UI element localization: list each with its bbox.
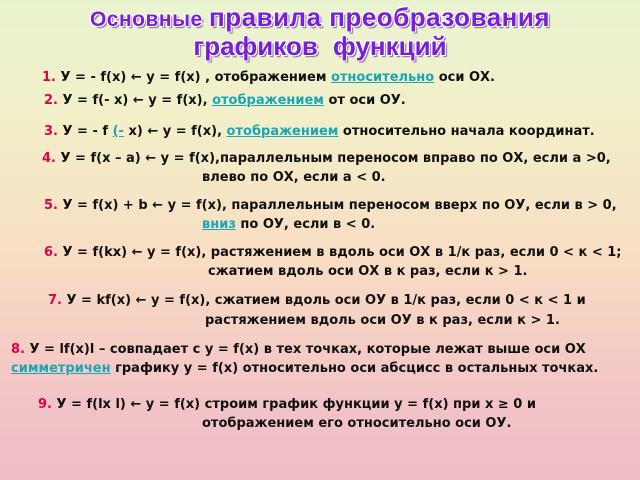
rule-highlight: отображением [212, 93, 324, 108]
rule-number: 1. [42, 70, 56, 85]
rule-6 [44, 245, 622, 260]
rule-2 [44, 93, 406, 108]
rule-text: У = lf(x)l – совпадает с у = f(x) в тех точках, которые лежат выше оси ОХ [24, 342, 586, 357]
rule-text: У = f(kx) ← y = f(x), растяжением в вдоль оси ОХ в 1/к раз, если 0 < к < 1; [57, 245, 622, 260]
rule-1 [42, 70, 495, 85]
title-line-1 [0, 2, 640, 33]
title-rest: правила преобразования [209, 2, 551, 32]
rule-number: 7. [48, 293, 62, 308]
rule-text: от оси ОУ. [323, 93, 406, 108]
rule-text: У = - f(x) ← y = f(x) , отображением [55, 70, 331, 85]
rule-text: У = - f [57, 124, 113, 139]
rule-highlight: (- [112, 124, 124, 139]
rule-highlight: отображением [226, 124, 339, 139]
rule-text: У = f(- x) ← y = f(x), [57, 93, 213, 108]
rule-text: x) ← y = f(x), [123, 124, 227, 139]
rule-text: оси ОХ. [434, 70, 495, 85]
rule-text: У = f(lx l) ← y = f(x) строим график функции у = f(x) при x ≥ 0 и [51, 397, 536, 412]
rule-4 [42, 151, 611, 166]
rule-3 [44, 124, 595, 139]
rule-highlight: относительно [330, 70, 435, 85]
rule-9-continuation: отображением его относительно оси ОУ. [202, 416, 512, 431]
rule-8 [11, 342, 586, 357]
rule-7-continuation: растяжением вдоль оси ОУ в к раз, если к > 1. [205, 313, 560, 328]
rule-text: У = f(x) + b ← y = f(x), параллельным переносом вверх по ОУ, если в > 0, [57, 198, 617, 213]
rule-number: 4. [42, 151, 56, 166]
rule-6-continuation: сжатием вдоль оси ОХ в к раз, если к > 1. [208, 264, 528, 279]
rule-4-continuation: влево по ОХ, если а < 0. [202, 170, 386, 185]
rule-text: графику у = f(x) относительно оси абсцисс в остальных точках. [110, 361, 599, 376]
title-word-main: Основные [89, 8, 203, 31]
rule-text: У = kf(x) ← y = f(x), сжатием вдоль оси ОУ в 1/к раз, если 0 < к < 1 и [61, 293, 586, 308]
rule-text: относительно начала координат. [338, 124, 595, 139]
rule-number: 6. [44, 245, 58, 260]
rule-number: 8. [11, 342, 25, 357]
rule-highlight: вниз [202, 217, 236, 232]
rule-number: 5. [44, 198, 58, 213]
rule-5 [44, 198, 617, 213]
title-line-2: графиков функций [193, 31, 447, 61]
rule-9 [38, 397, 536, 412]
rule-number: 9. [38, 397, 52, 412]
rule-number: 2. [44, 93, 58, 108]
rule-number: 3. [44, 124, 58, 139]
rule-highlight: симметричен [11, 361, 111, 376]
rule-text: по ОУ, если в < 0. [235, 217, 376, 232]
rule-text: У = f(x – a) ← y = f(x),параллельным переносом вправо по ОХ, если а >0, [55, 151, 611, 166]
rule-5-continuation [202, 217, 375, 232]
rule-8-continuation [11, 361, 598, 376]
rule-7 [48, 293, 586, 308]
